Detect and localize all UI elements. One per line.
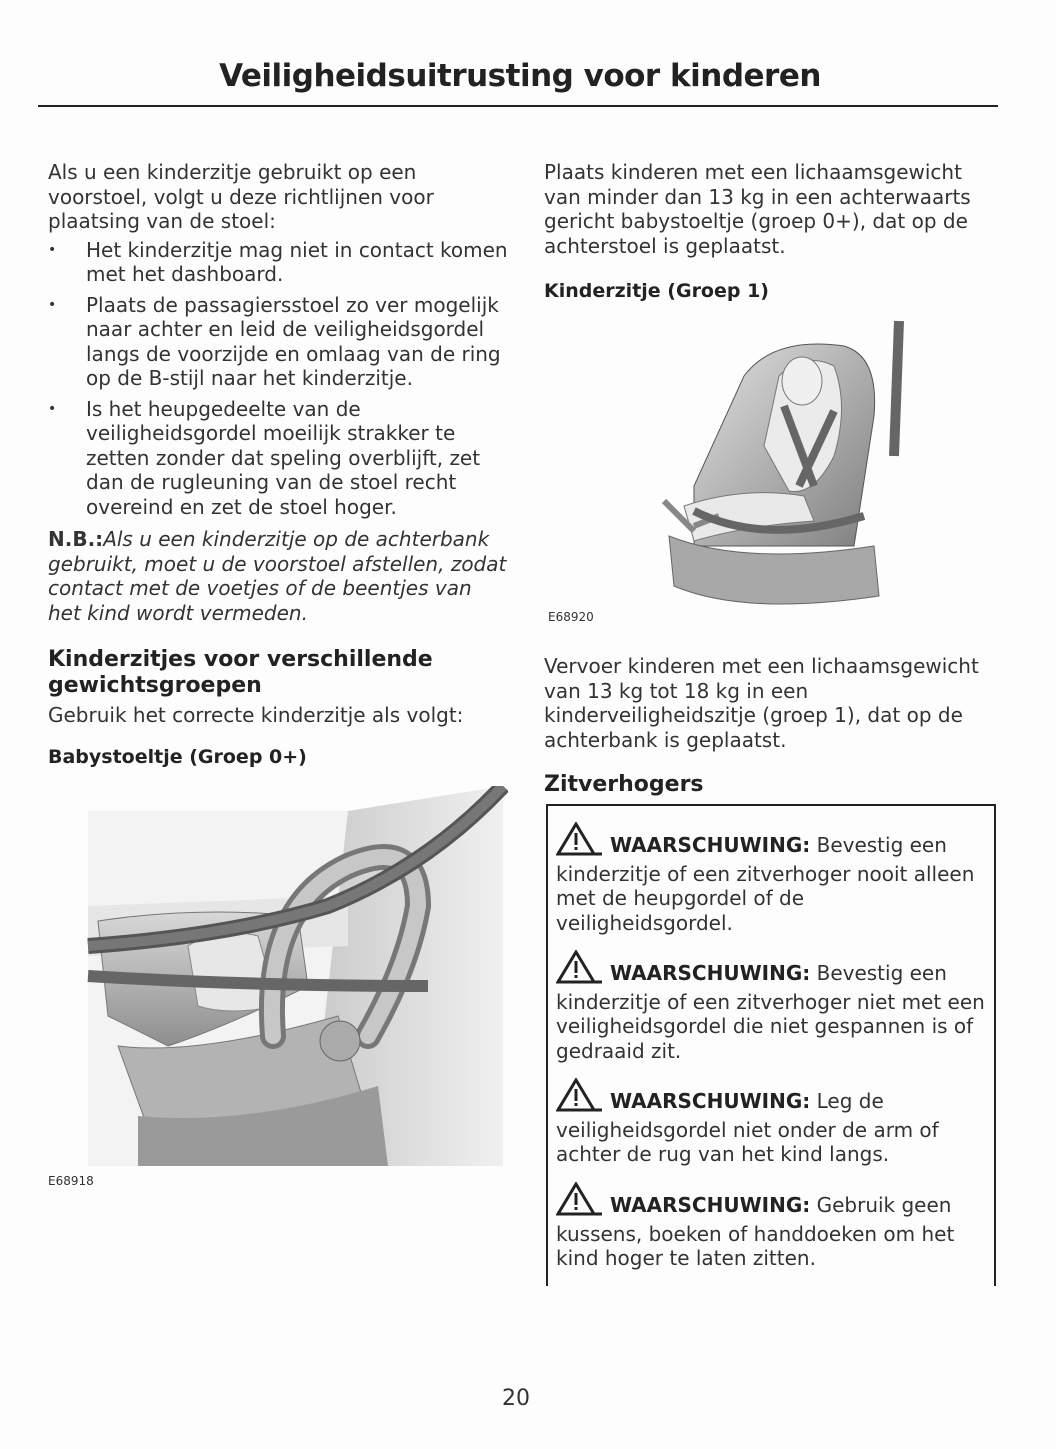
figure-code: E68920: [548, 610, 594, 624]
list-item: • Plaats de passagiersstoel zo ver mogelijk naar achter en leid de veiligheidsgordel langs de voorzijde en omlaag van de ring op de B-stijl naar het kinderzitje.: [48, 292, 501, 390]
warning-triangle-icon: [556, 1078, 604, 1118]
figure-code: E68918: [48, 1173, 94, 1188]
child-seat-figure: [544, 316, 996, 646]
warning-box: [546, 804, 996, 1286]
right-column: [544, 160, 996, 802]
warning-triangle-icon: [556, 1182, 604, 1222]
section-heading-zitverhogers: Zitverhogers: [544, 772, 704, 797]
usage-text: Gebruik het correcte kinderzitje als volgt:: [48, 703, 464, 727]
right-intro-text: Plaats kinderen met een lichaamsgewicht van minder dan 13 kg in een achterwaarts gericht babystoeltje (groep 0+), dat op de achterstoel is geplaatst.: [544, 160, 971, 258]
guideline-list: [48, 238, 508, 520]
warning-label: WAARSCHUWING:: [610, 1193, 811, 1217]
child-seat-illustration: [544, 316, 996, 616]
list-item: • Is het heupgedeelte van de veiligheidsgordel moeilijk strakker te zetten zonder dat speling overblijft, zet dan de rugleuning van de stoel recht overeind en zet de stoel hoger.: [48, 396, 481, 519]
warning-text: Bevestig een kinderzitje of een zitverhoger nooit alleen met de heupgordel of de veiligheidsgordel.: [556, 833, 975, 935]
warning-label: WAARSCHUWING:: [610, 1089, 811, 1113]
warning-label: WAARSCHUWING:: [610, 833, 811, 857]
warning-text: Leg de veiligheidsgordel niet onder de arm of achter de rug van het kind langs.: [556, 1089, 939, 1166]
intro-text: Als u een kinderzitje gebruikt op een voorstoel, volgt u deze richtlijnen voor plaatsing van de stoel:: [48, 160, 434, 233]
warning-item: [556, 950, 986, 1063]
note: [48, 527, 508, 625]
page-number: 20: [502, 1386, 530, 1411]
warning-text: Bevestig een kinderzitje of een zitverhoger niet met een veiligheidsgordel die niet gespannen is of gedraaid zit.: [556, 961, 985, 1063]
warning-triangle-icon: [556, 950, 604, 990]
subheading-group1: Kinderzitje (Groep 1): [544, 280, 769, 302]
warning-text: Gebruik geen kussens, boeken of handdoeken om het kind hoger te laten zitten.: [556, 1193, 955, 1270]
subheading-group0: Babystoeltje (Groep 0+): [48, 745, 307, 768]
warning-item: [556, 822, 986, 935]
warning-label: WAARSCHUWING:: [610, 961, 811, 985]
group1-text: Vervoer kinderen met een lichaamsgewicht van 13 kg tot 18 kg in een kinderveiligheidszitje (groep 1), dat op de achterbank is geplaatst.: [544, 654, 979, 752]
baby-seat-figure: [48, 786, 508, 1186]
page-title: Veiligheidsuitrusting voor kinderen: [219, 58, 821, 94]
note-text: Als u een kinderzitje op de achterbank gebruikt, moet u de voorstoel afstellen, zodat contact met de voetjes of de beentjes van het kind wordt vermeden.: [48, 527, 507, 625]
warning-item: [556, 1078, 986, 1167]
left-column: [48, 160, 508, 1186]
section-heading: Kinderzitjes voor verschillende gewichtsgroepen: [48, 647, 433, 698]
warning-item: [556, 1182, 986, 1271]
list-item: • Het kinderzitje mag niet in contact komen met het dashboard.: [48, 237, 508, 286]
note-label: N.B.:: [48, 527, 104, 551]
title-rule: [38, 105, 998, 107]
warning-triangle-icon: [556, 822, 604, 862]
baby-seat-illustration: [48, 786, 508, 1166]
